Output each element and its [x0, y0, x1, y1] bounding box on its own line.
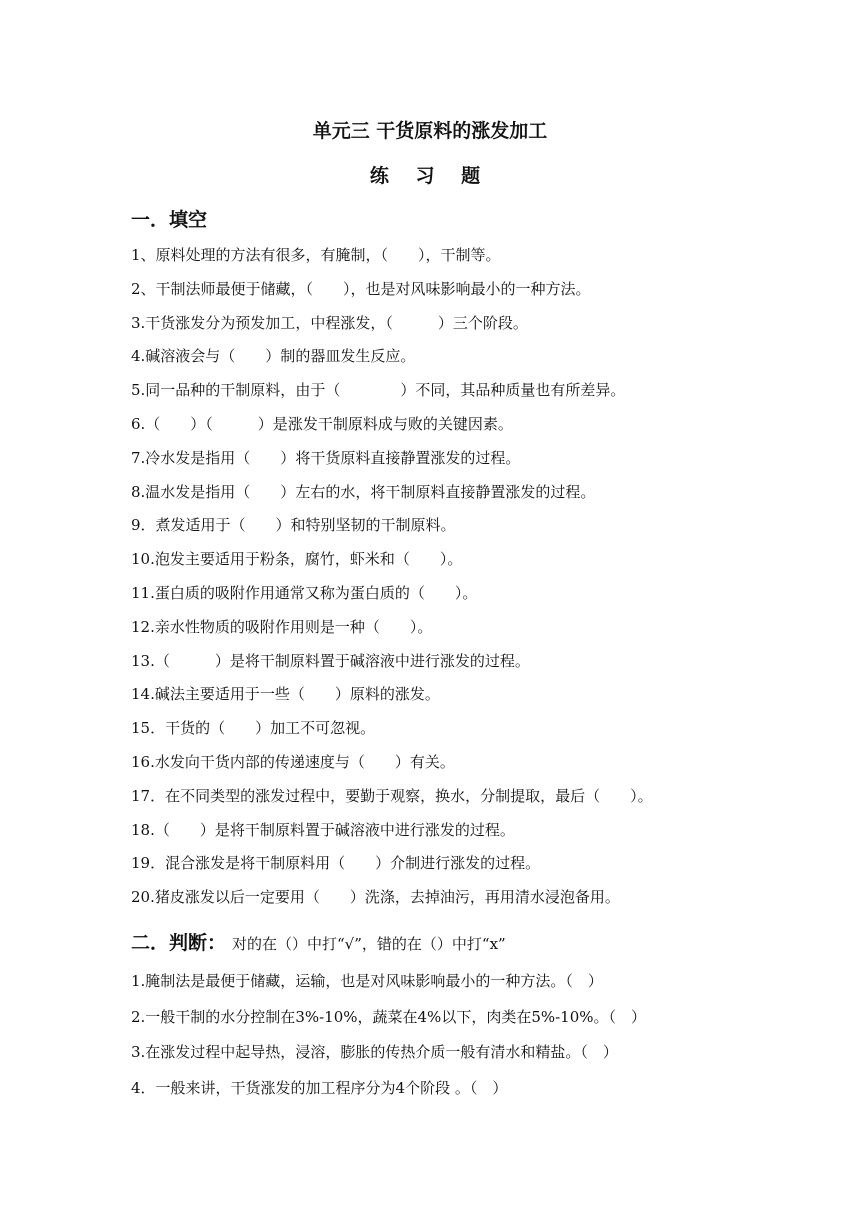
section-fill-in-heading: 一．填空: [131, 209, 208, 231]
document-subtitle: 练 习 题: [369, 165, 491, 187]
question-item: 3.干货涨发分为预发加工，中程涨发，（ ）三个阶段。: [131, 313, 528, 332]
question-item: 6.（ ）（ ）是涨发干制原料成与败的关键因素。: [131, 415, 513, 433]
section-true-false-heading: [131, 928, 506, 955]
question-item: 11.蛋白质的吸附作用通常又称为蛋白质的（ ）。: [131, 584, 478, 602]
question-item: 18.（ ）是将干制原料置于碱溶液中进行涨发的过程。: [131, 820, 515, 839]
question-item: 15．干货的（ ）加工不可忽视。: [131, 719, 376, 738]
question-item: 9．煮发适用于（ ）和特别坚韧的干制原料。: [131, 516, 456, 535]
question-item: 12.亲水性物质的吸附作用则是一种（ ）。: [131, 617, 433, 636]
question-item: 4．一般来讲，干货涨发的加工程序分为4个阶段 。（ ）: [131, 1078, 508, 1097]
question-item: 10.泡发主要适用于粉条，腐竹，虾米和（ ）。: [131, 550, 463, 569]
question-item: 7.冷水发是指用（ ）将干货原料直接静置涨发的过程。: [131, 448, 521, 467]
question-item: 3.在涨发过程中起导热，浸溶，膨胀的传热介质一般有清水和精盐。（ ）: [131, 1043, 618, 1061]
section-true-false-title: 二．判断：: [131, 932, 227, 954]
question-item: 8.温水发是指用（ ）左右的水，将干制原料直接静置涨发的过程。: [131, 482, 596, 501]
question-item: 4.碱溶液会与（ ）制的器皿发生反应。: [131, 347, 416, 366]
section-true-false-instruction: 对的在（）中打“√”，错的在（）中打“x”: [232, 935, 506, 953]
question-item: 2.一般干制的水分控制在3%-10%，蔬菜在4%以下，肉类在5%-10%。（ ）: [131, 1007, 647, 1026]
question-item: 1.腌制法是最便于储藏，运输，也是对风味影响最小的一种方法。（ ）: [131, 972, 603, 990]
question-item: 14.碱法主要适用于一些（ ）原料的涨发。: [131, 685, 440, 704]
question-item: 13.（ ）是将干制原料置于碱溶液中进行涨发的过程。: [131, 651, 530, 670]
question-item: 19．混合涨发是将干制原料用（ ）介制进行涨发的过程。: [131, 854, 541, 873]
question-item: 20.猪皮涨发以后一定要用（ ）洗涤，去掉油污，再用清水浸泡备用。: [131, 888, 620, 907]
question-item: 16.水发向干货内部的传递速度与（ ）有关。: [131, 753, 455, 771]
question-item: 1、原料处理的方法有很多，有腌制，（ ），干制等。: [131, 246, 501, 264]
question-item: 2、干制法师最便于储藏，（ ），也是对风味影响最小的一种方法。: [131, 279, 591, 298]
question-item: 5.同一品种的干制原料，由于（ ）不同，其品种质量也有所差异。: [131, 381, 626, 400]
document-title: 单元三 干货原料的涨发加工: [312, 120, 548, 142]
question-item: 17．在不同类型的涨发过程中，要勤于观察，换水，分制提取，最后（ ）。: [131, 786, 653, 805]
